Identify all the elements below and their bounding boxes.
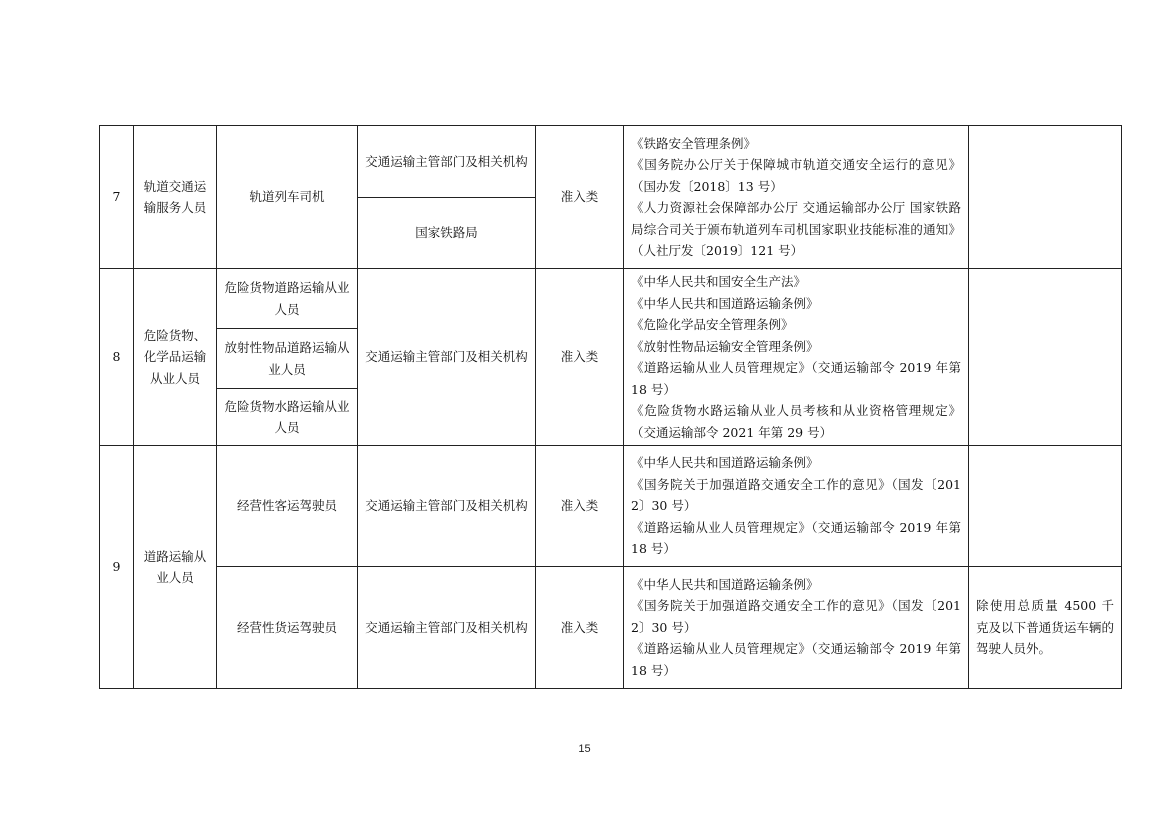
row-number: 8 (100, 269, 134, 446)
law-cell (624, 446, 969, 567)
table-row (100, 567, 1122, 689)
type-cell: 准入类 (536, 269, 624, 446)
law-item: 《中华人民共和国安全生产法》 (631, 274, 807, 289)
department-cell: 交通运输主管部门及相关机构 (358, 126, 536, 198)
law-cell (624, 269, 969, 446)
category-cell: 危险货物、化学品运输从业人员 (134, 269, 217, 446)
occupation-cell: 轨道列车司机 (217, 126, 358, 269)
department-cell: 交通运输主管部门及相关机构 (358, 567, 536, 689)
type-cell: 准入类 (536, 446, 624, 567)
law-item: 《道路运输从业人员管理规定》（交通运输部令 2019 年第 18 号） (631, 360, 961, 397)
law-item: 《道路运输从业人员管理规定》（交通运输部令 2019 年第 18 号） (631, 519, 961, 557)
law-cell (624, 126, 969, 269)
page-number: 15 (578, 743, 591, 755)
note-cell (969, 269, 1122, 446)
occupation-cell: 危险货物水路运输从业人员 (217, 389, 358, 446)
law-item: 《道路运输从业人员管理规定》（交通运输部令 2019 年第 18 号） (631, 641, 961, 678)
law-item: 《放射性物品运输安全管理条例》 (631, 338, 819, 354)
occupation-cell: 经营性货运驾驶员 (217, 567, 358, 689)
law-item: 《国务院办公厅关于保障城市轨道交通安全运行的意见》（国办发〔2018〕13 号） (631, 157, 961, 194)
occupation-table (99, 125, 1122, 689)
table-row (100, 446, 1122, 567)
law-item: 《中华人民共和国道路运输条例》 (631, 455, 819, 471)
category-cell: 道路运输从业人员 (134, 446, 217, 689)
type-cell: 准入类 (536, 126, 624, 269)
type-cell: 准入类 (536, 567, 624, 689)
occupation-cell: 危险货物道路运输从业人员 (217, 269, 358, 329)
law-item: 《危险货物水路运输从业人员考核和从业资格管理规定》（交通运输部令 2021 年第 29 号） (631, 403, 961, 440)
table-row (100, 269, 1122, 329)
law-cell (624, 567, 969, 689)
category-cell: 轨道交通运输服务人员 (134, 126, 217, 269)
law-item: 《危险化学品安全管理条例》 (631, 317, 794, 332)
law-item: 《人力资源社会保障部办公厅 交通运输部办公厅 国家铁路局综合司关于颁布轨道列车司机国家职业技能标准的通知》（人社厅发〔2019〕121 号） (631, 200, 961, 258)
department-cell: 交通运输主管部门及相关机构 (358, 269, 536, 446)
table-row (100, 126, 1122, 198)
note-cell: 除使用总质量 4500 千克及以下普通货运车辆的驾驶人员外。 (969, 567, 1122, 689)
note-cell (969, 126, 1122, 269)
occupation-cell: 经营性客运驾驶员 (217, 446, 358, 567)
law-item: 《铁路安全管理条例》 (631, 135, 757, 151)
law-item: 《国务院关于加强道路交通安全工作的意见》（国发〔2012〕30 号） (631, 476, 961, 514)
department-cell: 国家铁路局 (358, 198, 536, 269)
law-item: 《中华人民共和国道路运输条例》 (631, 576, 819, 592)
law-item: 《国务院关于加强道路交通安全工作的意见》（国发〔2012〕30 号） (631, 598, 961, 635)
occupation-cell: 放射性物品道路运输从业人员 (217, 329, 358, 389)
department-cell: 交通运输主管部门及相关机构 (358, 446, 536, 567)
row-number: 9 (100, 446, 134, 689)
law-item: 《中华人民共和国道路运输条例》 (631, 295, 819, 311)
note-cell (969, 446, 1122, 567)
row-number: 7 (100, 126, 134, 269)
